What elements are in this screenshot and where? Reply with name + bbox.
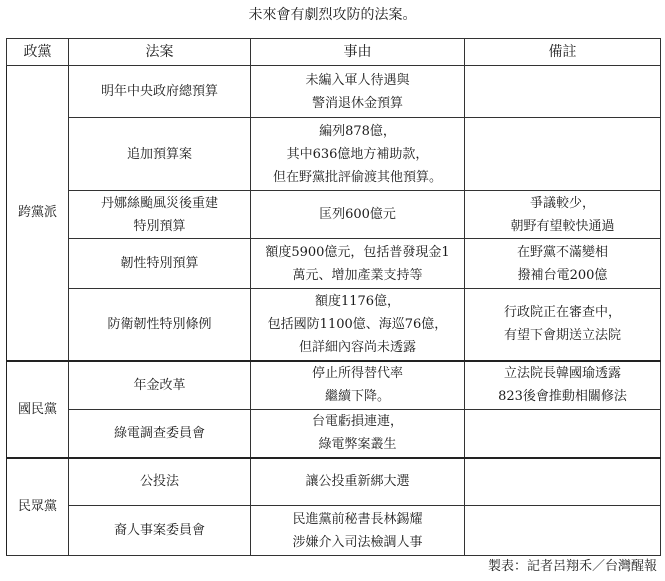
note-cell [465, 458, 661, 506]
note-cell-line: 有望下會期送立法院 [503, 328, 621, 344]
table-row [7, 506, 661, 556]
reason-cell-line: 停止所得替代率 [311, 366, 403, 382]
bill-cell [69, 458, 251, 506]
reason-cell-line: 編列878億， [319, 123, 396, 139]
bill-cell-line: 年金改革 [133, 377, 186, 393]
reason-cell-line: 繼續下降。 [324, 389, 390, 405]
bill-cell-line: 追加預算案 [126, 146, 192, 162]
table-body [7, 66, 661, 556]
header-note: 備註 [465, 39, 661, 66]
note-cell [465, 289, 661, 361]
table-row [7, 66, 661, 118]
reason-cell [251, 239, 465, 289]
bill-cell-line: 裔人事案委員會 [113, 523, 205, 538]
note-cell-line: 在野黨不滿變相 [516, 244, 608, 260]
party-cell: 國民黨 [7, 361, 69, 458]
reason-cell [251, 410, 465, 458]
reason-cell-line: 額度5900億元，包括普發現金1 [265, 244, 450, 260]
header-bill: 法案 [69, 39, 251, 66]
note-cell-line: 行政院正在審查中， [503, 305, 621, 321]
bill-cell [69, 361, 251, 410]
bill-cell [69, 118, 251, 191]
bill-cell [69, 410, 251, 458]
table-row [7, 410, 661, 458]
reason-cell-line: 警消退休金預算 [311, 95, 403, 111]
reason-cell-line: 匡列600億元 [319, 207, 396, 222]
reason-cell [251, 66, 465, 118]
credit-line: 製表：記者呂翔禾／台灣醒報 [487, 559, 657, 574]
bill-cell [69, 66, 251, 118]
reason-cell [251, 118, 465, 191]
bill-cell-line: 公投法 [139, 474, 179, 490]
table-row [7, 289, 661, 361]
header-party: 政黨 [7, 39, 69, 66]
bill-cell [69, 239, 251, 289]
bill-cell [69, 191, 251, 239]
bill-cell-line: 明年中央政府總預算 [100, 84, 218, 99]
note-cell [465, 118, 661, 191]
table-row [7, 361, 661, 410]
bill-cell [69, 289, 251, 361]
note-cell-line: 立法院長韓國瑜透露 [503, 366, 621, 382]
party-cell: 跨黨派 [7, 66, 69, 361]
note-cell-line: 朝野有望較快通過 [510, 218, 615, 234]
bill-cell-line: 丹娜絲颱風災後重建 [100, 195, 218, 211]
reason-cell-line: 其中636億地方補助款， [286, 146, 429, 162]
table-row [7, 239, 661, 289]
header-reason: 事由 [251, 39, 465, 66]
note-cell-line: 823後會推動相關修法 [498, 389, 627, 405]
reason-cell-line: 未編入軍人待遇與 [305, 72, 410, 88]
note-cell [465, 506, 661, 556]
bill-cell-line: 特別預算 [133, 218, 186, 234]
reason-cell-line: 但在野黨批評偷渡其他預算。 [272, 169, 442, 185]
table-row [7, 191, 661, 239]
table-row [7, 458, 661, 506]
reason-cell-line: 但詳細內容尚未透露 [298, 339, 416, 355]
bill-cell-line: 綠電調查委員會 [113, 425, 205, 441]
reason-cell-line: 台電虧損連連， [311, 414, 403, 430]
reason-cell-line: 民進黨前秘書長林錫耀 [292, 511, 423, 527]
bills-table [6, 38, 661, 556]
reason-cell-line: 額度1176億， [314, 293, 401, 309]
page-title: 未來會有劇烈攻防的法案。 [248, 7, 417, 23]
reason-cell-line: 綠電弊案叢生 [318, 437, 397, 453]
reason-cell [251, 191, 465, 239]
party-cell: 民眾黨 [7, 458, 69, 556]
reason-cell [251, 361, 465, 410]
note-cell-line: 爭議較少， [529, 195, 595, 211]
note-cell-line: 撥補台電200億 [517, 267, 608, 283]
note-cell [465, 191, 661, 239]
note-cell [465, 361, 661, 410]
bill-cell-line: 防衛韌性特別條例 [107, 316, 212, 332]
reason-cell [251, 289, 465, 361]
note-cell [465, 410, 661, 458]
table-header-row [7, 39, 661, 66]
table-row [7, 118, 661, 191]
note-cell [465, 239, 661, 289]
reason-cell [251, 506, 465, 556]
note-cell [465, 66, 661, 118]
reason-cell [251, 458, 465, 506]
reason-cell-line: 萬元、增加產業支持等 [292, 267, 423, 283]
reason-cell-line: 包括國防1100億、海巡76億， [267, 316, 448, 332]
bill-cell-line: 韌性特別預算 [120, 256, 199, 271]
reason-cell-line: 涉嫌介入司法檢調人事 [292, 534, 423, 550]
bill-cell [69, 506, 251, 556]
reason-cell-line: 讓公投重新綁大選 [305, 474, 410, 490]
